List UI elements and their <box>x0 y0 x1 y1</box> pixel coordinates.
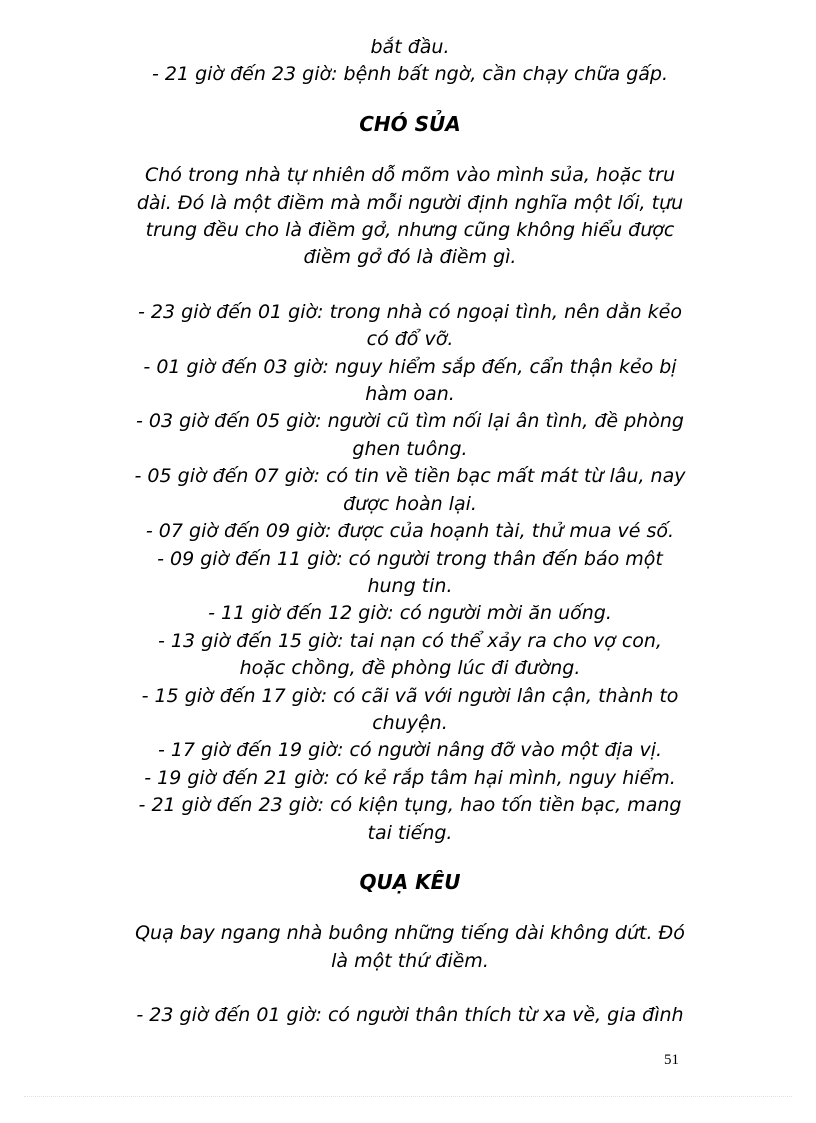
section-cho-sua <box>120 111 700 847</box>
list-item: - 05 giờ đến 07 giờ: có tin về tiền bạc mất mát từ lâu, nay <box>134 465 686 488</box>
text-line: trung đều cho là điềm gở, nhưng cũng không hiểu được <box>145 219 675 242</box>
hour-list <box>120 299 700 847</box>
list-item: hàm oan. <box>365 383 455 406</box>
list-item: - 23 giờ đến 01 giờ: có người thân thích từ xa về, gia đình <box>136 1004 684 1027</box>
section-title: CHÓ SỦA <box>359 111 461 136</box>
list-item: hoặc chồng, đề phòng lúc đi đường. <box>239 657 581 680</box>
section-qua-keu <box>120 869 700 1030</box>
intro-block <box>120 34 700 89</box>
list-item: hung tin. <box>367 574 453 597</box>
list-item: - 23 giờ đến 01 giờ: trong nhà có ngoại tình, nên dằn kẻo <box>138 300 682 323</box>
page-number: 51 <box>664 1052 679 1068</box>
list-item: - 07 giờ đến 09 giờ: được của hoạnh tài, thử mua vé số. <box>145 520 675 543</box>
page-bottom-divider <box>24 1096 792 1097</box>
text-line: Quạ bay ngang nhà buông những tiếng dài không dứt. Đó <box>135 922 685 945</box>
list-item: - 11 giờ đến 12 giờ: có người mời ăn uống. <box>208 602 612 625</box>
paragraph-spacer <box>120 975 700 1002</box>
hour-list <box>120 1002 700 1029</box>
text-line: Chó trong nhà tự nhiên dỗ mõm vào mình sủa, hoặc tru <box>144 164 676 187</box>
section-paragraph <box>120 920 700 975</box>
list-item: - 17 giờ đến 19 giờ: có người nâng đỡ vào một địa vị. <box>157 739 663 762</box>
text-line: dài. Đó là một điềm mà mỗi người định nghĩa một lối, tựu <box>136 191 684 214</box>
text-line: là một thứ điềm. <box>331 949 489 972</box>
list-item: - 13 giờ đến 15 giờ: tai nạn có thể xảy ra cho vợ con, <box>158 629 662 652</box>
list-item: tai tiếng. <box>367 821 453 844</box>
page-content <box>120 34 700 1030</box>
list-item: - 15 giờ đến 17 giờ: có cãi vã với người lân cận, thành to <box>141 684 679 707</box>
list-item: - 09 giờ đến 11 giờ: có người trong thân đến báo một <box>157 547 663 570</box>
paragraph-spacer <box>120 272 700 299</box>
list-item: - 01 giờ đến 03 giờ: nguy hiểm sắp đến, cẩn thận kẻo bị <box>143 355 677 378</box>
section-paragraph <box>120 162 700 272</box>
list-item: - 21 giờ đến 23 giờ: có kiện tụng, hao tốn tiền bạc, mang <box>138 794 682 817</box>
text-line: bắt đầu. <box>370 36 450 58</box>
list-item: có đổ vỡ. <box>366 328 454 351</box>
list-item: chuyện. <box>372 711 448 734</box>
list-item: - 19 giờ đến 21 giờ: có kẻ rắp tâm hại mình, nguy hiểm. <box>144 766 676 789</box>
list-item: - 03 giờ đến 05 giờ: người cũ tìm nối lại ân tình, đề phòng <box>136 410 684 433</box>
list-item: được hoàn lại. <box>343 492 477 515</box>
text-line: - 21 giờ đến 23 giờ: bệnh bất ngờ, cần chạy chữa gấp. <box>151 63 669 86</box>
list-item: ghen tuông. <box>352 437 468 460</box>
text-line: điềm gở đó là điềm gì. <box>303 246 517 269</box>
section-title: QUẠ KÊU <box>359 869 461 894</box>
